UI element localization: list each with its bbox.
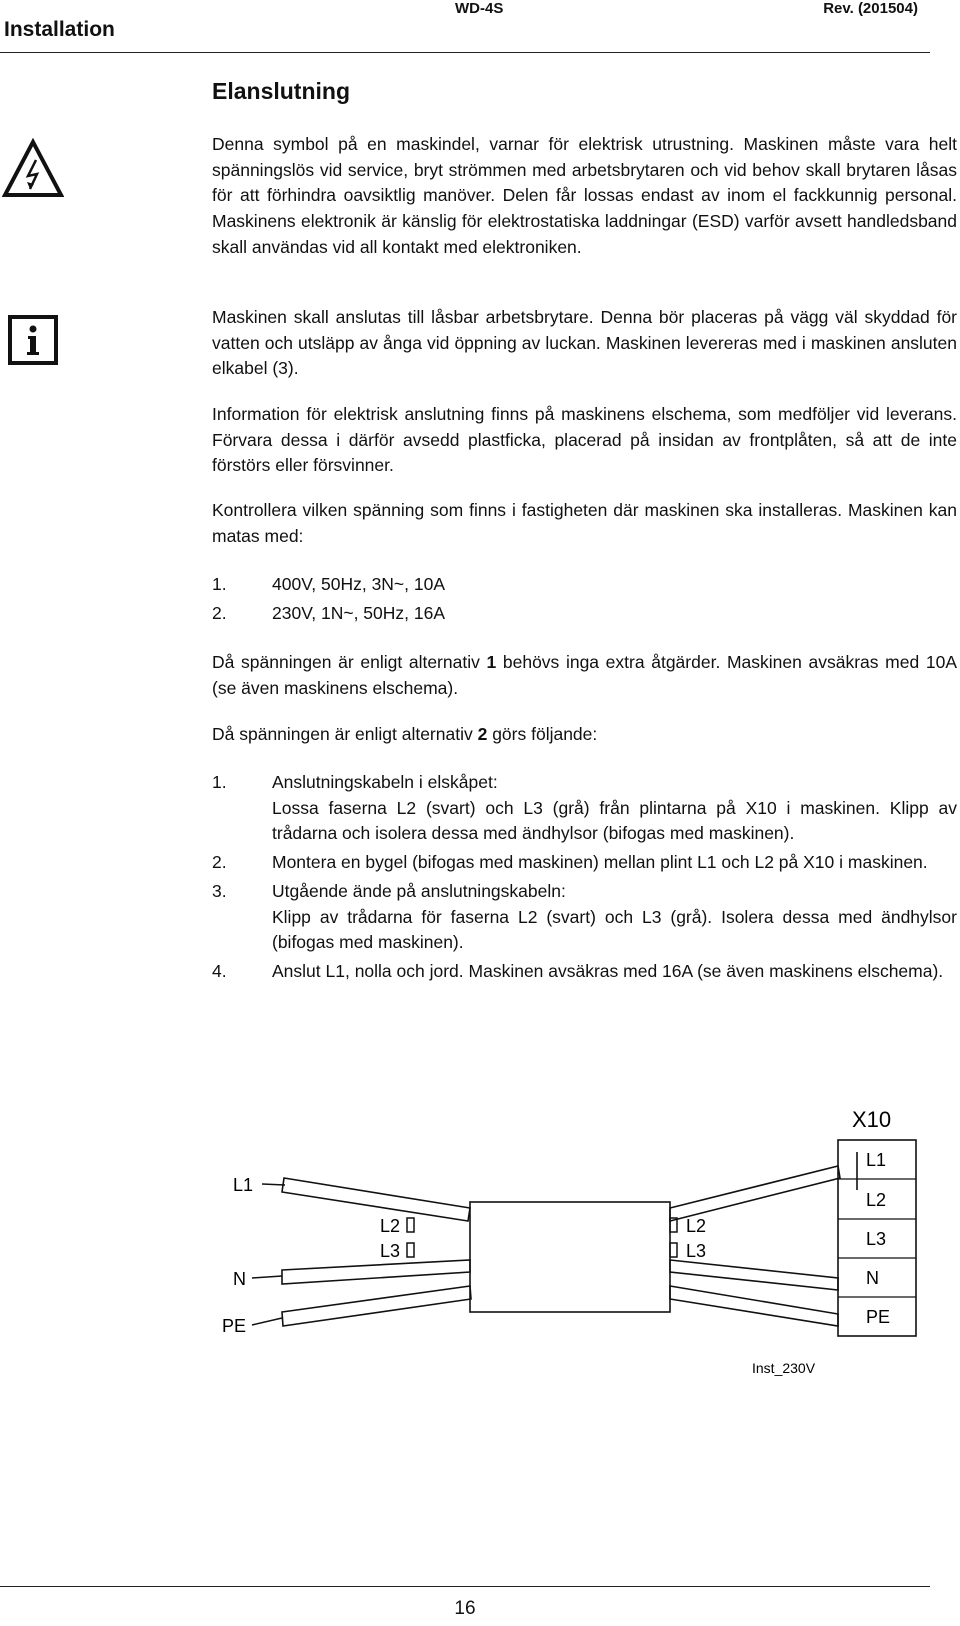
list-text: Montera en bygel (bifogas med maskinen) mellan plint L1 och L2 på X10 i maskinen. <box>272 852 928 873</box>
list-number: 3. <box>212 880 227 901</box>
cut-wire-end <box>407 1243 414 1257</box>
label-cut-l2-left: L2 <box>380 1216 401 1236</box>
paragraph-text: görs följande: <box>487 724 598 744</box>
list-item <box>212 601 957 627</box>
electrical-hazard-icon <box>2 138 64 200</box>
terminal-block-label: X10 <box>852 1107 892 1132</box>
wire-l1-left <box>282 1178 470 1221</box>
terminal-label: L1 <box>866 1150 887 1170</box>
paragraph-wiring-info <box>212 402 957 479</box>
wire-n-left <box>282 1260 470 1284</box>
list-text: Utgående ände på anslutningskabeln: <box>272 880 566 901</box>
list-text: Klipp av trådarna för faserna L2 (svart) och L3 (grå). Isolera dessa med ändhylsor (bifogas med maskinen). <box>272 906 957 953</box>
label-l1: L1 <box>233 1175 254 1195</box>
paragraph-warning <box>212 132 957 261</box>
list-number: 2. <box>212 602 227 623</box>
header-document-id: WD-4S <box>455 0 504 17</box>
list-text: Lossa faserna L2 (svart) och L3 (grå) från plintarna på X10 i maskinen. Klipp av trådarna och isolera dessa med ändhylsor (bifogas med maskinen). <box>272 797 957 844</box>
header-revision: Rev. (201504) <box>823 0 918 17</box>
paragraph-option-1 <box>212 650 957 701</box>
page-title: Elanslutning <box>212 78 350 104</box>
leader-line <box>252 1276 282 1278</box>
list-item <box>212 959 957 985</box>
steps-list <box>212 770 957 985</box>
option-number: 2 <box>477 724 488 744</box>
cut-wire-end <box>670 1243 677 1257</box>
label-pe: PE <box>222 1316 247 1336</box>
list-number: 4. <box>212 960 227 981</box>
list-number: 1. <box>212 574 227 594</box>
option-number: 1 <box>486 652 497 672</box>
wire-n-right <box>670 1260 838 1290</box>
cut-wire-end <box>407 1218 414 1232</box>
paragraph-text: Information för elektrisk anslutning finns på maskinens elschema, som medföljer vid leverans. Förvara dessa i därför avsedd plastficka, placerad på insidan av frontplåten, så att de inte förstörs eller försvinner. <box>212 404 957 476</box>
leader-line <box>252 1318 282 1325</box>
paragraph-text: behövs inga extra åtgärder. Maskinen avsäkras med 10A (se även maskinens elschema). <box>212 652 957 698</box>
terminal-label: N <box>866 1268 879 1288</box>
terminal-label: PE <box>866 1307 891 1327</box>
supply-options-list <box>212 572 957 626</box>
page-number: 16 <box>454 1598 476 1619</box>
leader-line <box>262 1184 285 1185</box>
list-text: Anslutningskabeln i elskåpet: <box>272 772 498 792</box>
terminal-label: L3 <box>866 1229 887 1249</box>
paragraph-text: Kontrollera vilken spänning som finns i fastigheten där maskinen ska installeras. Maskinen kan matas med: <box>212 500 957 546</box>
list-text: Anslut L1, nolla och jord. Maskinen avsäkras med 16A (se även maskinens elschema). <box>272 960 944 981</box>
list-text: 400V, 50Hz, 3N~, 10A <box>272 574 446 594</box>
label-cut-l3-left: L3 <box>380 1241 401 1261</box>
paragraph-voltage-check <box>212 498 957 549</box>
diagram-caption: Inst_230V <box>752 1360 816 1376</box>
label-cut-l3-right: L3 <box>686 1241 707 1261</box>
list-number: 1. <box>212 772 227 792</box>
info-icon <box>8 315 58 365</box>
label-cut-l2-right: L2 <box>686 1216 707 1236</box>
terminal-label: L2 <box>866 1190 887 1210</box>
paragraph-option-2 <box>212 722 957 748</box>
wire-pe-left <box>282 1286 471 1326</box>
list-item <box>212 572 957 598</box>
list-number: 2. <box>212 852 227 873</box>
wiring-diagram <box>0 1090 960 1430</box>
paragraph-text: Maskinen skall anslutas till låsbar arbetsbrytare. Denna bör placeras på vägg väl skyddad för vatten och utsläpp av ånga vid öppning av luckan. Maskinen levereras med i maskinen ansluten elkabel (3). <box>212 307 957 379</box>
cable-sheath <box>470 1202 670 1312</box>
paragraph-text: Då spänningen är enligt alternativ <box>212 724 478 744</box>
label-n: N <box>233 1269 246 1289</box>
wire-pe-right <box>670 1286 838 1326</box>
paragraph-disconnect-switch <box>212 305 957 382</box>
header-rule <box>0 52 930 53</box>
list-item <box>212 879 957 956</box>
footer-rule <box>0 1586 930 1587</box>
paragraph-text: Denna symbol på en maskindel, varnar för elektrisk utrustning. Maskinen måste vara helt spänningslös vid service, bryt strömmen med arbetsbrytaren och vid behov skall brytaren låsas för att förhindra oavsiktlig manöver. Delen får lossas endast av inom el fackkunnig personal. Maskinens elektronik är känslig för elektrostatiska laddningar (ESD) varför avsett handledsband skall användas vid all kontakt med elektroniken. <box>212 134 957 257</box>
list-item <box>212 770 957 847</box>
wire-l1-right <box>670 1166 840 1221</box>
list-text: 230V, 1N~, 50Hz, 16A <box>272 602 446 623</box>
header-section-title: Installation <box>4 18 115 41</box>
paragraph-text: Då spänningen är enligt alternativ <box>212 652 487 672</box>
list-item <box>212 850 957 876</box>
